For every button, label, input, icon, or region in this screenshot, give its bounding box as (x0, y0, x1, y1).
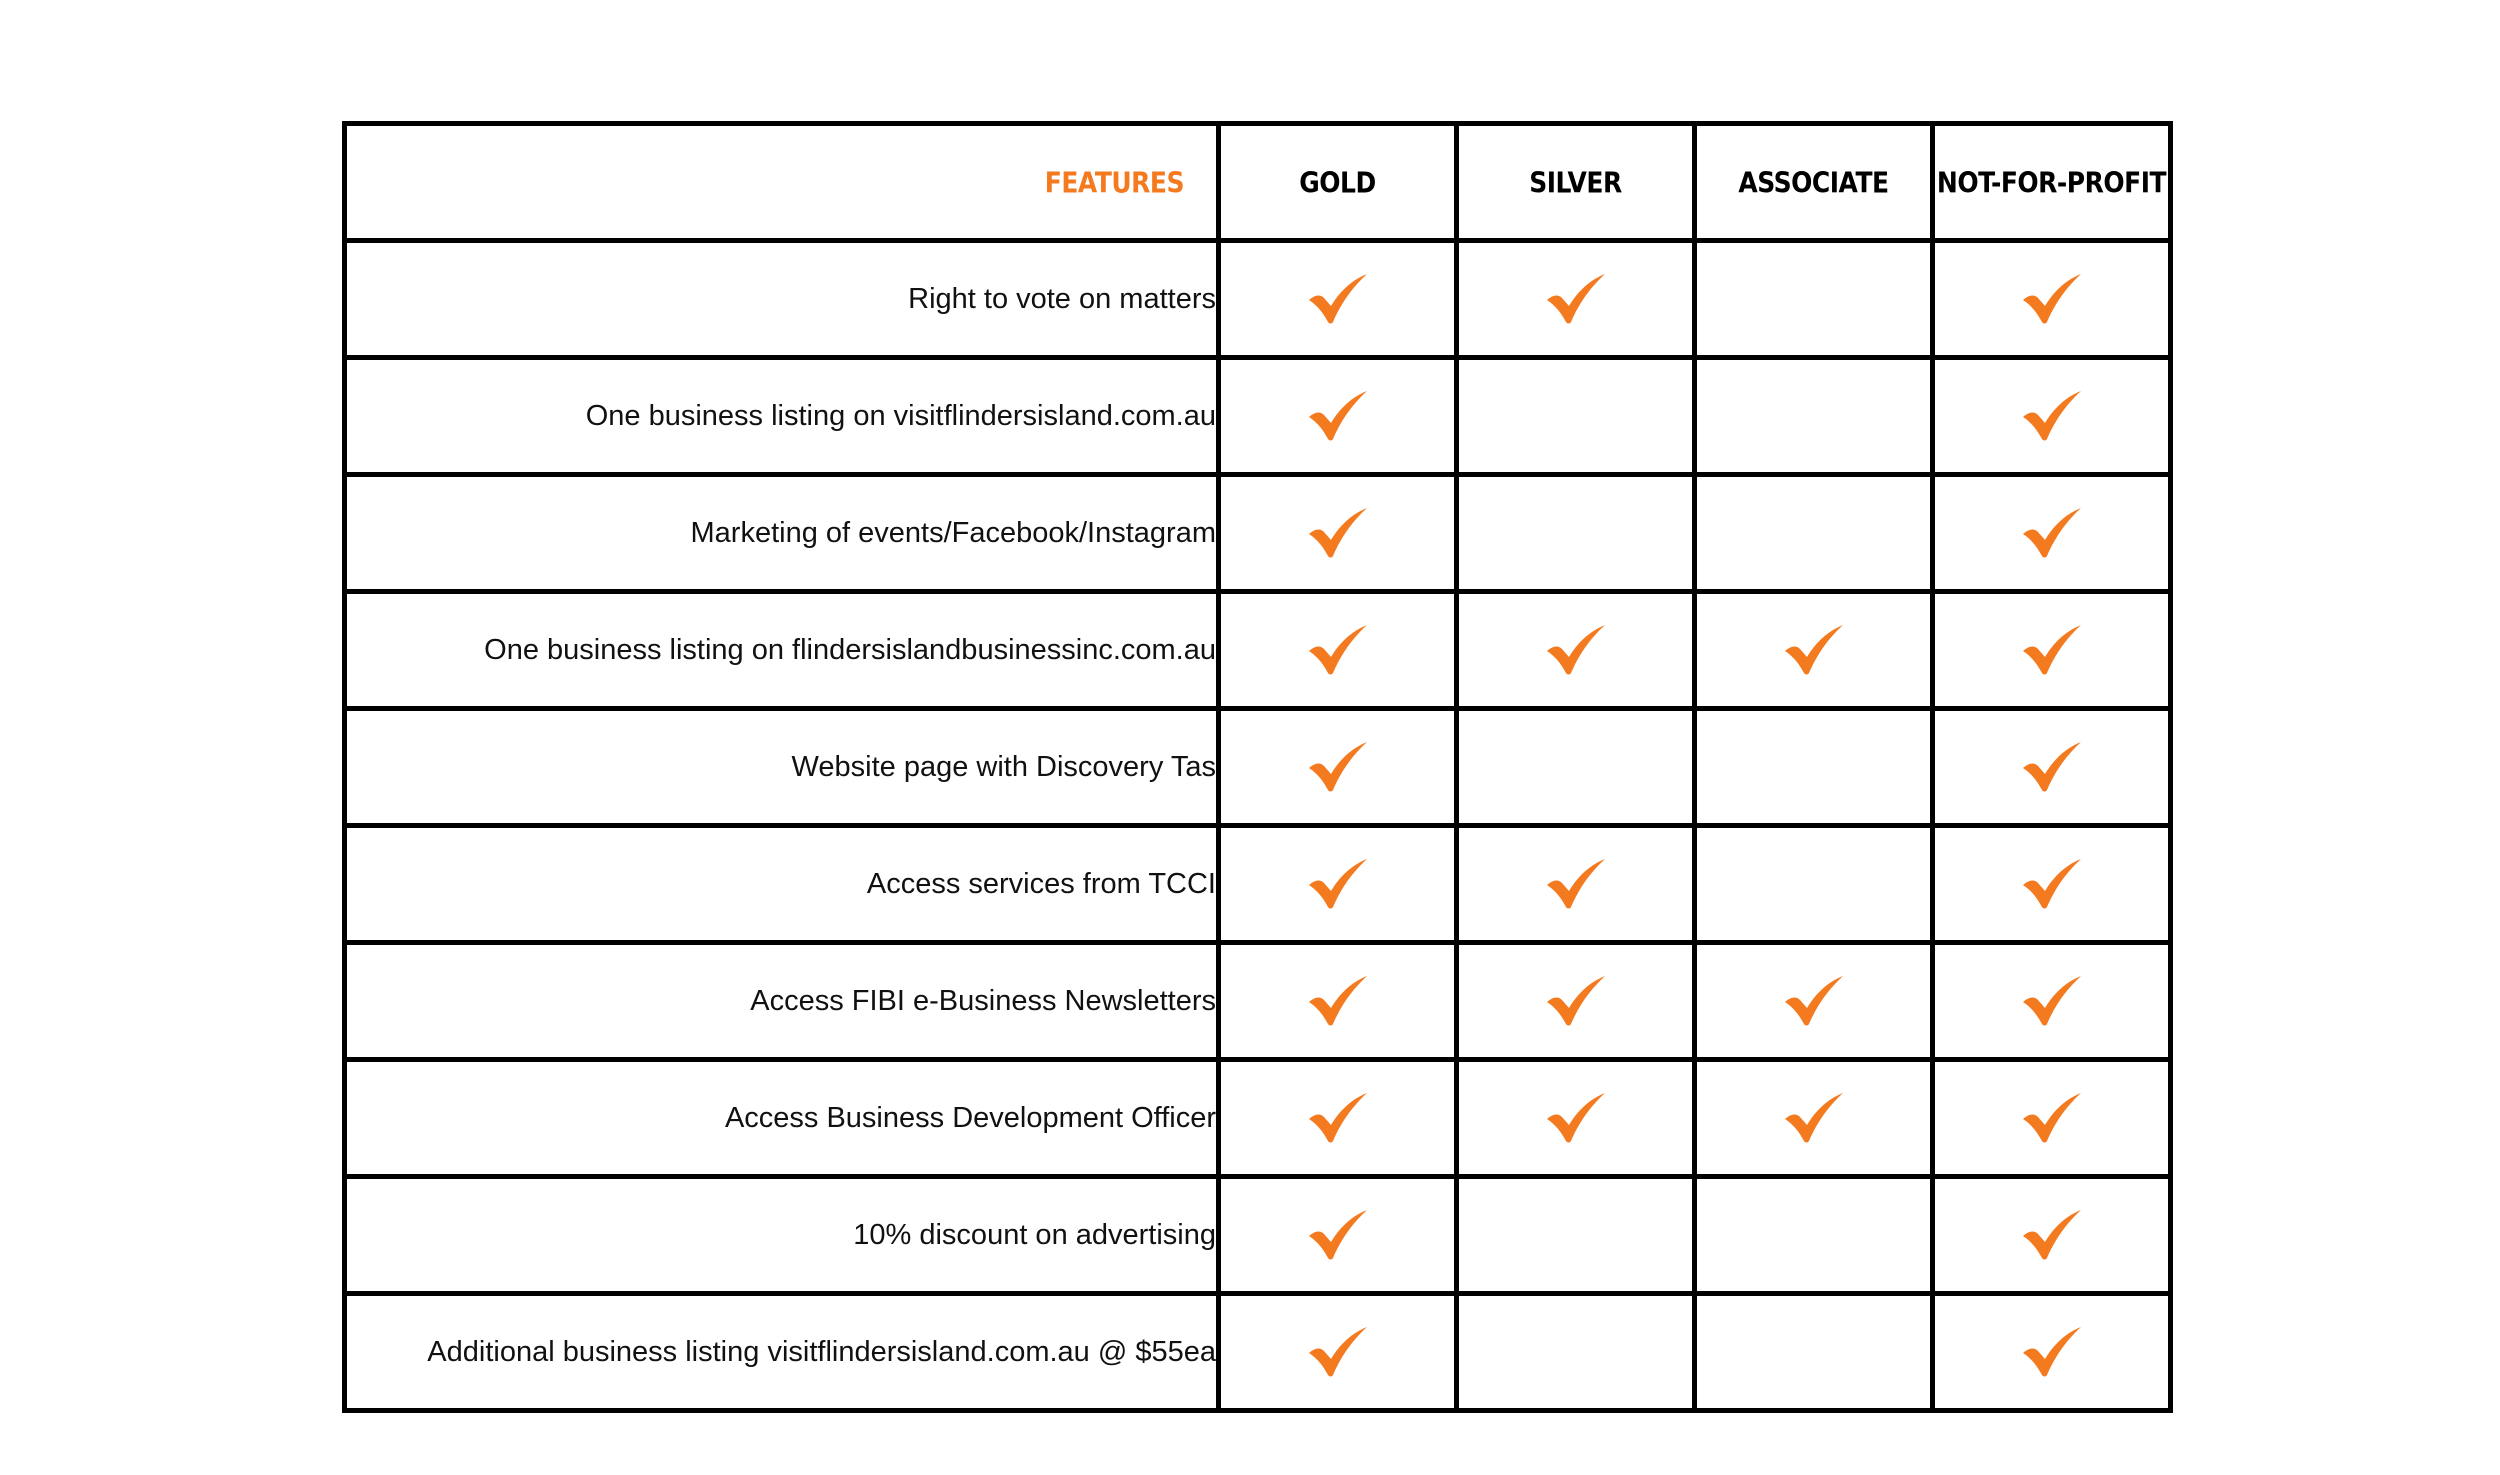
header-silver: SILVER (1457, 115, 1695, 250)
plan-cell-gold (1219, 709, 1457, 826)
plan-cell-gold (1219, 1177, 1457, 1294)
plan-cell-associate (1695, 943, 1933, 1060)
table-body (345, 241, 2171, 1411)
checkmark-icon (2021, 390, 2083, 442)
checkmark-icon (1307, 1209, 1369, 1261)
plan-cell-silver (1457, 943, 1695, 1060)
checkmark-icon (2021, 741, 2083, 793)
membership-features-table (342, 121, 2173, 1413)
table-row (345, 826, 2171, 943)
plan-cell-gold (1219, 475, 1457, 592)
feature-label: Marketing of events/Facebook/Instagram (345, 475, 1219, 592)
plan-cell-associate (1695, 592, 1933, 709)
plan-cell-gold (1219, 241, 1457, 358)
checkmark-icon (1783, 624, 1845, 676)
plan-cell-associate (1695, 1177, 1933, 1294)
feature-label: One business listing on visitflindersisland.com.au (345, 358, 1219, 475)
plan-cell-gold (1219, 358, 1457, 475)
checkmark-icon (2021, 858, 2083, 910)
plan-cell-associate (1695, 1294, 1933, 1411)
table-row (345, 1294, 2171, 1411)
checkmark-icon (2021, 975, 2083, 1027)
checkmark-icon (2021, 273, 2083, 325)
checkmark-icon (1307, 624, 1369, 676)
plan-cell-silver (1457, 709, 1695, 826)
plan-cell-associate (1695, 475, 1933, 592)
checkmark-icon (2021, 507, 2083, 559)
checkmark-icon (1783, 1092, 1845, 1144)
table-row (345, 1060, 2171, 1177)
plan-cell-not-for-profit (1933, 592, 2171, 709)
table-header-row (345, 124, 2171, 241)
checkmark-icon (1783, 975, 1845, 1027)
checkmark-icon (1545, 624, 1607, 676)
plan-cell-not-for-profit (1933, 1294, 2171, 1411)
feature-label: Website page with Discovery Tas (345, 709, 1219, 826)
checkmark-icon (1545, 1092, 1607, 1144)
table-row (345, 475, 2171, 592)
plan-cell-not-for-profit (1933, 826, 2171, 943)
table-row (345, 943, 2171, 1060)
feature-label: Access FIBI e-Business Newsletters (345, 943, 1219, 1060)
checkmark-icon (1307, 507, 1369, 559)
plan-cell-silver (1457, 1060, 1695, 1177)
feature-label: Right to vote on matters (345, 241, 1219, 358)
plan-cell-silver (1457, 592, 1695, 709)
plan-cell-gold (1219, 592, 1457, 709)
plan-cell-not-for-profit (1933, 1177, 2171, 1294)
feature-label: One business listing on flindersislandbusinessinc.com.au (345, 592, 1219, 709)
plan-cell-not-for-profit (1933, 241, 2171, 358)
table-row (345, 1177, 2171, 1294)
checkmark-icon (2021, 1092, 2083, 1144)
plan-cell-silver (1457, 826, 1695, 943)
plan-cell-associate (1695, 358, 1933, 475)
plan-cell-silver (1457, 475, 1695, 592)
plan-cell-associate (1695, 826, 1933, 943)
plan-cell-gold (1219, 1060, 1457, 1177)
checkmark-icon (1307, 1326, 1369, 1378)
header-features: FEATURES (345, 115, 1219, 250)
header-not-for-profit: NOT-FOR-PROFIT (1933, 115, 2171, 250)
plan-cell-gold (1219, 826, 1457, 943)
table-row (345, 358, 2171, 475)
checkmark-icon (1307, 975, 1369, 1027)
checkmark-icon (2021, 1326, 2083, 1378)
plan-cell-silver (1457, 241, 1695, 358)
plan-cell-not-for-profit (1933, 475, 2171, 592)
table-row (345, 592, 2171, 709)
checkmark-icon (1545, 273, 1607, 325)
plan-cell-silver (1457, 358, 1695, 475)
checkmark-icon (1307, 741, 1369, 793)
feature-label: Access Business Development Officer (345, 1060, 1219, 1177)
header-associate: ASSOCIATE (1695, 115, 1933, 250)
plan-cell-not-for-profit (1933, 1060, 2171, 1177)
feature-label: Additional business listing visitflindersisland.com.au @ $55ea (345, 1294, 1219, 1411)
plan-cell-associate (1695, 241, 1933, 358)
checkmark-icon (2021, 624, 2083, 676)
plan-cell-not-for-profit (1933, 709, 2171, 826)
feature-label: Access services from TCCI (345, 826, 1219, 943)
checkmark-icon (1545, 858, 1607, 910)
table-row (345, 241, 2171, 358)
plan-cell-gold (1219, 943, 1457, 1060)
checkmark-icon (1307, 390, 1369, 442)
checkmark-icon (1307, 1092, 1369, 1144)
plan-cell-silver (1457, 1294, 1695, 1411)
plan-cell-not-for-profit (1933, 943, 2171, 1060)
checkmark-icon (2021, 1209, 2083, 1261)
plan-cell-associate (1695, 1060, 1933, 1177)
checkmark-icon (1307, 858, 1369, 910)
plan-cell-not-for-profit (1933, 358, 2171, 475)
plan-cell-associate (1695, 709, 1933, 826)
checkmark-icon (1545, 975, 1607, 1027)
checkmark-icon (1307, 273, 1369, 325)
plan-cell-gold (1219, 1294, 1457, 1411)
plan-cell-silver (1457, 1177, 1695, 1294)
table-row (345, 709, 2171, 826)
feature-label: 10% discount on advertising (345, 1177, 1219, 1294)
header-gold: GOLD (1219, 115, 1457, 250)
